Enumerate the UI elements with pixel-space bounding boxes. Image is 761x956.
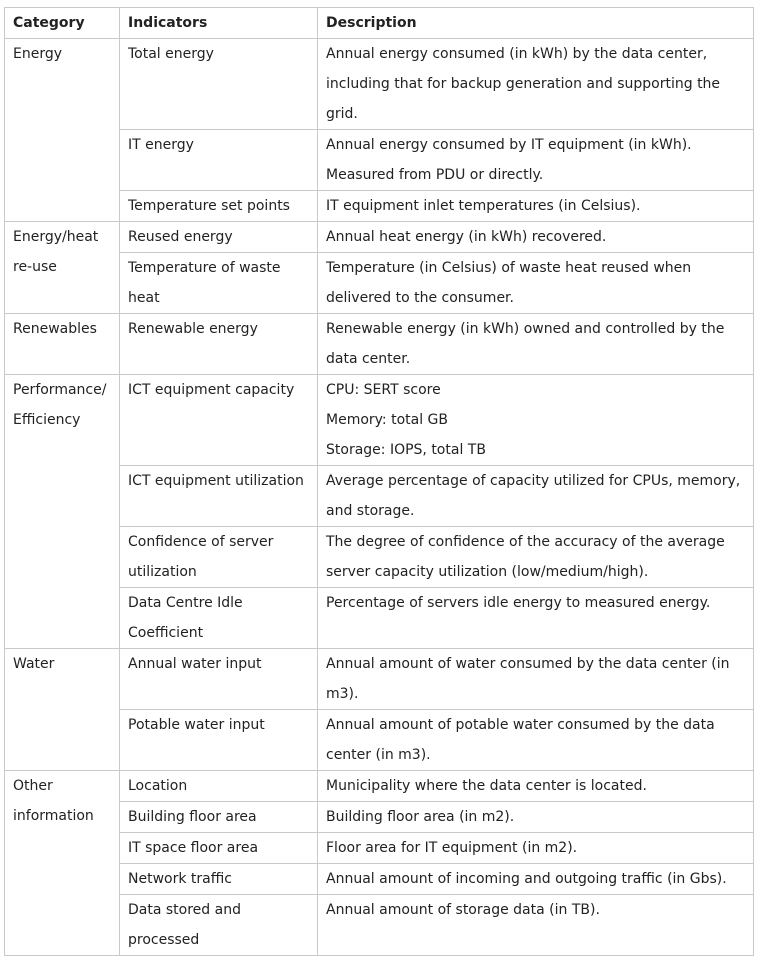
header-description: Description xyxy=(318,8,754,39)
description-cell: Annual amount of potable water consumed by the data center (in m3). xyxy=(318,710,754,771)
category-reuse xyxy=(5,222,120,314)
table-row xyxy=(5,649,754,710)
table-row xyxy=(5,375,754,466)
indicators-table xyxy=(4,7,754,956)
description-line: Storage: IOPS, total TB xyxy=(326,442,486,458)
category-line: Energy/heat xyxy=(13,229,99,245)
indicator-cell: Location xyxy=(120,771,318,802)
header-indicators: Indicators xyxy=(120,8,318,39)
description-cell: Annual amount of incoming and outgoing traffic (in Gbs). xyxy=(318,864,754,895)
description-cell: Percentage of servers idle energy to measured energy. xyxy=(318,588,754,649)
description-cell: Annual amount of water consumed by the data center (in m3). xyxy=(318,649,754,710)
indicator-cell: Temperature of waste heat xyxy=(120,253,318,314)
indicator-cell: Annual water input xyxy=(120,649,318,710)
description-line: Memory: total GB xyxy=(326,412,449,428)
indicator-cell: Data stored and processed xyxy=(120,895,318,956)
description-cell: Floor area for IT equipment (in m2). xyxy=(318,833,754,864)
description-cell: Building floor area (in m2). xyxy=(318,802,754,833)
category-line: Efficiency xyxy=(13,412,81,428)
category-line: re-use xyxy=(13,259,57,275)
category-line: information xyxy=(13,808,94,824)
description-cell: Annual heat energy (in kWh) recovered. xyxy=(318,222,754,253)
table-row xyxy=(5,222,754,253)
category-energy: Energy xyxy=(5,39,120,222)
table-row xyxy=(5,771,754,802)
category-other xyxy=(5,771,120,956)
header-category: Category xyxy=(5,8,120,39)
description-cell: Temperature (in Celsius) of waste heat reused when delivered to the consumer. xyxy=(318,253,754,314)
category-performance xyxy=(5,375,120,649)
table-row xyxy=(5,314,754,375)
description-cell: Municipality where the data center is located. xyxy=(318,771,754,802)
indicator-cell: Reused energy xyxy=(120,222,318,253)
indicator-cell: ICT equipment utilization xyxy=(120,466,318,527)
category-renewables: Renewables xyxy=(5,314,120,375)
indicator-cell: Total energy xyxy=(120,39,318,130)
description-cell: Renewable energy (in kWh) owned and controlled by the data center. xyxy=(318,314,754,375)
indicator-cell: Potable water input xyxy=(120,710,318,771)
description-cell: Average percentage of capacity utilized for CPUs, memory, and storage. xyxy=(318,466,754,527)
description-cell xyxy=(318,375,754,466)
description-line: CPU: SERT score xyxy=(326,382,441,398)
indicator-cell: Confidence of server utilization xyxy=(120,527,318,588)
category-line: Performance/ xyxy=(13,382,107,398)
indicator-cell: Building floor area xyxy=(120,802,318,833)
description-cell: Annual amount of storage data (in TB). xyxy=(318,895,754,956)
category-line: Other xyxy=(13,778,53,794)
indicator-cell: Data Centre Idle Coefficient xyxy=(120,588,318,649)
table-row xyxy=(5,39,754,130)
indicator-cell: IT space floor area xyxy=(120,833,318,864)
category-water: Water xyxy=(5,649,120,771)
description-cell: Annual energy consumed (in kWh) by the data center, including that for backup generation and supporting the grid. xyxy=(318,39,754,130)
indicator-cell: Network traffic xyxy=(120,864,318,895)
indicator-cell: IT energy xyxy=(120,130,318,191)
indicator-cell: Renewable energy xyxy=(120,314,318,375)
header-row xyxy=(5,8,754,39)
indicator-cell: ICT equipment capacity xyxy=(120,375,318,466)
description-cell: Annual energy consumed by IT equipment (in kWh). Measured from PDU or directly. xyxy=(318,130,754,191)
description-cell: IT equipment inlet temperatures (in Celsius). xyxy=(318,191,754,222)
indicator-cell: Temperature set points xyxy=(120,191,318,222)
description-cell: The degree of confidence of the accuracy of the average server capacity utilization (low/medium/high). xyxy=(318,527,754,588)
